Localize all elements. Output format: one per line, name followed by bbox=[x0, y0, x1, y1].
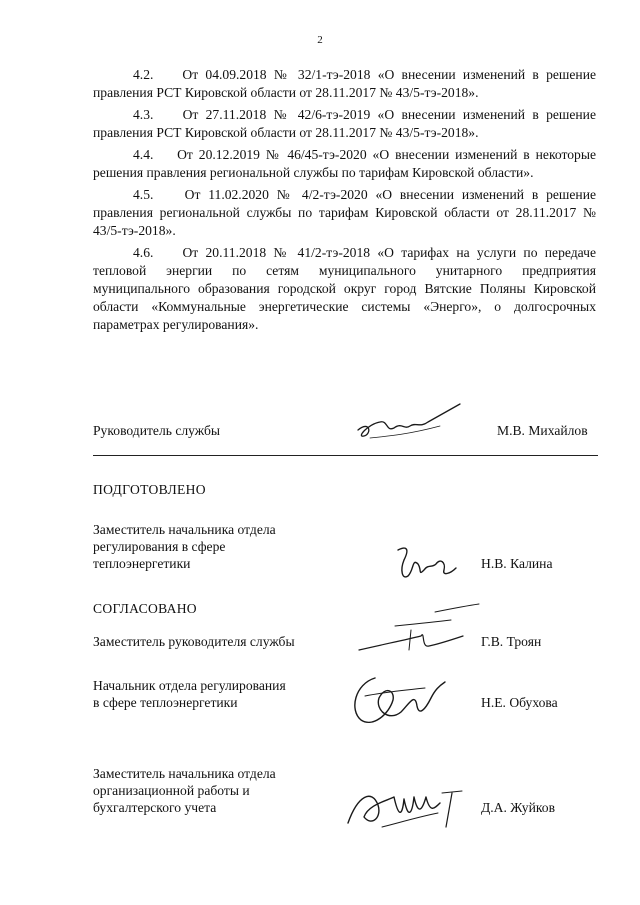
signature-head bbox=[350, 400, 470, 448]
page-number: 2 bbox=[317, 34, 323, 46]
signature-agreed-1 bbox=[355, 600, 485, 662]
head-name: М.В. Михайлов bbox=[497, 423, 588, 438]
agreed-name-1: Г.В. Троян bbox=[481, 634, 542, 649]
signature-agreed-2 bbox=[345, 670, 455, 732]
signature-prepared bbox=[392, 540, 462, 586]
signature-divider bbox=[93, 455, 598, 456]
list-item: 4.3. От 27.11.2018 № 42/6-тэ-2019 «О внесении изменений в решение правления РСТ Кировской области от 28.11.2017 № 43/5-тэ-2018». bbox=[93, 107, 596, 140]
signature-agreed-3 bbox=[338, 775, 468, 835]
prepared-heading: ПОДГОТОВЛЕНО bbox=[93, 482, 206, 497]
head-position: Руководитель службы bbox=[93, 423, 221, 438]
list-item: 4.6. От 20.11.2018 № 41/2-тэ-2018 «О тарифах на услуги по передаче тепловой энергии по сетям муниципального унитарного предприятия муниципального образования городской округ город Вятские Поляны Кировской области «Коммунальные энергетические системы «Энерго», о долгосрочных параметрах регулирования». bbox=[93, 245, 597, 332]
prepared-position: Заместитель начальника отдела регулирования в сфере теплоэнергетики bbox=[93, 522, 276, 571]
document-body bbox=[93, 66, 596, 338]
agreed-position-2: Начальник отдела регулирования в сфере теплоэнергетики bbox=[93, 678, 286, 710]
agreed-position-3: Заместитель начальника отдела организационной работы и бухгалтерского учета bbox=[93, 766, 276, 815]
agreed-position-1: Заместитель руководителя службы bbox=[93, 634, 295, 649]
list-item: 4.4. От 20.12.2019 № 46/45-тэ-2020 «О внесении изменений в некоторые решения правления региональной службы по тарифам Кировской области». bbox=[93, 147, 597, 180]
agreed-heading: СОГЛАСОВАНО bbox=[93, 601, 197, 616]
agreed-name-3: Д.А. Жуйков bbox=[481, 800, 556, 815]
list-item: 4.5. От 11.02.2020 № 4/2-тэ-2020 «О внесении изменений в решение правления региональной службы по тарифам Кировской области от 28.11.2017 № 43/5-тэ-2018». bbox=[93, 187, 596, 238]
prepared-name: Н.В. Калина bbox=[481, 556, 553, 571]
list-item: 4.2. От 04.09.2018 № 32/1-тэ-2018 «О внесении изменений в решение правления РСТ Кировской области от 28.11.2017 № 43/5-тэ-2018». bbox=[93, 67, 596, 100]
agreed-name-2: Н.Е. Обухова bbox=[481, 695, 558, 710]
